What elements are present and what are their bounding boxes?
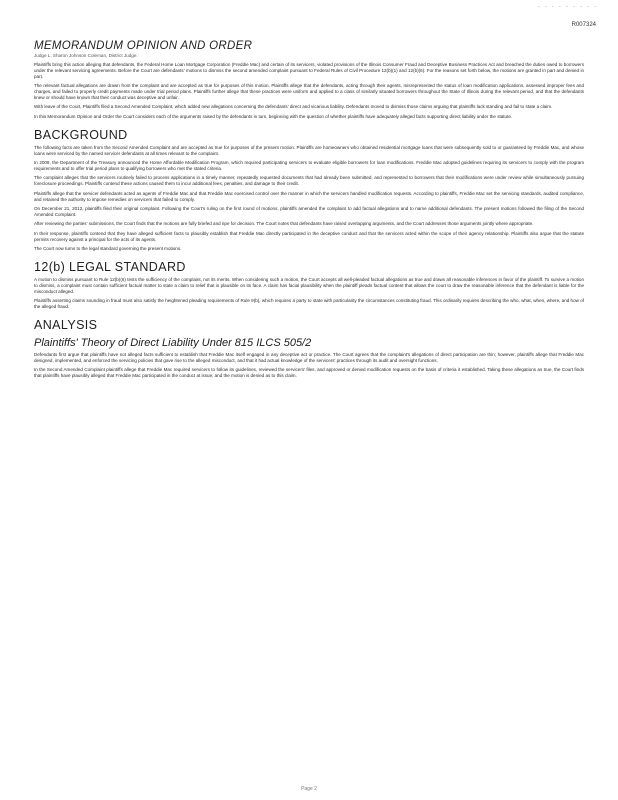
intro-paragraph: With leave of the Court, Plaintiffs filed a Second Amended Complaint, which added new allegations concerning the defendants' direct and vicarious liability. Defendants moved to dismiss those claims arguing that plaintiffs lack standing and fail to state a claim. — [34, 104, 553, 110]
page-footer: Page 2 — [301, 786, 317, 792]
intro-paragraph: The relevant factual allegations are drawn from the complaint and are accepted as true for purposes of this motion. Plaintiffs allege that the defendants, acting through their agents, misrepresented the status of loan modification applications, assessed improper fees and charges, and failed to properly credit payments made under trial period plans. Plaintiffs further allege that these practices were uniform and applied to a class of similarly situated borrowers throughout the State of Illinois during the relevant period, and that the defendants knew or should have known that their conduct was deceptive and unfair. — [34, 83, 584, 101]
document-title: MEMORANDUM OPINION AND ORDER — [34, 40, 253, 52]
section-heading-background: BACKGROUND — [34, 127, 128, 142]
background-paragraph: After reviewing the parties' submissions, the Court finds that the motions are fully briefed and ripe for decision. The Court notes that defendants have raised overlapping arguments, and the Court addresses those arguments jointly where appropriate. — [34, 221, 534, 227]
analysis-paragraph: In the Second Amended Complaint plaintiffs allege that Freddie Mac required servicers to follow its guidelines, reviewed the servicers' files, and approved or denied modification requests on the basis of criteria it established. Taking these allegations as true, the Court finds that plaintiffs have plausibly alleged that Freddie Mac participated in the conduct at issue, and the motion is denied as to this claim. — [34, 367, 584, 379]
section-heading-analysis: ANALYSIS — [34, 317, 98, 332]
background-paragraph: Plaintiffs allege that the servicer defendants acted as agents of Freddie Mac and that Freddie Mac exercised control over the manner in which the servicers handled modification requests. According to plaintiffs, Freddie Mac set the servicing standards, audited compliance, and retained the authority to impose remedies on servicers that failed to comply. — [34, 190, 584, 202]
legal-paragraph: A motion to dismiss pursuant to Rule 12(b)(6) tests the sufficiency of the complaint, not its merits. When considering such a motion, the Court accepts all well-pleaded factual allegations as true and draws all reasonable inferences in favor of the plaintiff. To survive a motion to dismiss, a complaint must contain sufficient factual matter to state a claim to relief that is plausible on its face. A claim has facial plausibility when the plaintiff pleads factual content that allows the court to draw the reasonable inference that the defendant is liable for the misconduct alleged. — [34, 276, 584, 294]
section-heading-legal-standard: 12(b) LEGAL STANDARD — [34, 259, 186, 274]
header-marks: - - - - - - - - - — [537, 4, 598, 10]
intro-paragraph: Plaintiffs bring this action alleging that defendants, the Federal Home Loan Mortgage Corporation (Freddie Mac) and certain of its servicers, violated provisions of the Illinois Consumer Fraud and Deceptive Business Practices Act and breached the duties owed to borrowers under the relevant servicing agreements. Before the Court are defendants' motions to dismiss the second amended complaint pursuant to Federal Rules of Civil Procedure 12(b)(1) and 12(b)(6). For the reasons set forth below, the motions are granted in part and denied in part. — [34, 62, 584, 79]
analysis-paragraph: Defendants first argue that plaintiffs have not alleged facts sufficient to establish that Freddie Mac itself engaged in any deceptive act or practice. The Court agrees that the complaint's allegations of direct participation are thin; however, plaintiffs allege that Freddie Mac designed, implemented, and enforced the servicing policies that gave rise to the alleged misconduct, and that it had actual knowledge of the servicers' practices through its audit and oversight functions. — [34, 351, 584, 363]
background-paragraph: The Court now turns to the legal standard governing the present motions. — [34, 246, 182, 252]
judge-line: Judge L. Sharon Johnson Coleman, District Judge. — [34, 53, 138, 58]
document-body — [34, 36, 584, 383]
analysis-subheading: Plaintiffs' Theory of Direct Liability Under 815 ILCS 505/2 — [34, 336, 312, 349]
background-paragraph: The following facts are taken from the Second Amended Complaint and are accepted as true for purposes of the present motion. Plaintiffs are homeowners who obtained residential mortgage loans that were subsequently sold to or guaranteed by Freddie Mac, and whose loans were serviced by the named servicer defendants at all times relevant to the complaint. — [34, 144, 584, 156]
background-paragraph: On December 21, 2012, plaintiffs filed their original complaint. Following the Court's ruling on the first round of motions, plaintiffs amended the complaint to add factual allegations and to name additional defendants. The present motions followed the filing of the Second Amended Complaint. — [34, 206, 584, 217]
page-id: R007324 — [571, 22, 596, 28]
background-paragraph: In their response, plaintiffs contend that they have alleged sufficient facts to plausibly establish that Freddie Mac directly participated in the deceptive conduct and that the servicers acted within the scope of their agency relationship. Plaintiffs also argue that the statute permits recovery against a principal for the acts of its agents. — [34, 230, 584, 242]
intro-paragraph: In this Memorandum Opinion and Order the Court considers each of the arguments raised by the defendants in turn, beginning with the question of whether plaintiffs have adequately alleged facts supporting direct liability under the statute. — [34, 113, 513, 119]
legal-paragraph: Plaintiffs asserting claims sounding in fraud must also satisfy the heightened pleading requirements of Rule 9(b), which requires a party to state with particularity the circumstances constituting fraud. This ordinarily requires describing the who, what, when, where, and how of the alleged fraud. — [34, 298, 584, 310]
background-paragraph: The complaint alleges that the servicers routinely failed to process applications in a timely manner, repeatedly requested documents that had already been submitted, and represented to borrowers that their modifications were under review while simultaneously pursuing foreclosure proceedings. Plaintiffs contend these actions caused them to incur additional fees, penalties, and damage to their credit. — [34, 175, 584, 187]
background-paragraph: In 2009, the Department of the Treasury announced the Home Affordable Modification Program, which required participating servicers to evaluate eligible borrowers for loan modifications. Freddie Mac adopted guidelines requiring its servicers to comply with the program requirements and to offer trial period plans to qualifying borrowers who met the stated criteria. — [34, 160, 584, 171]
